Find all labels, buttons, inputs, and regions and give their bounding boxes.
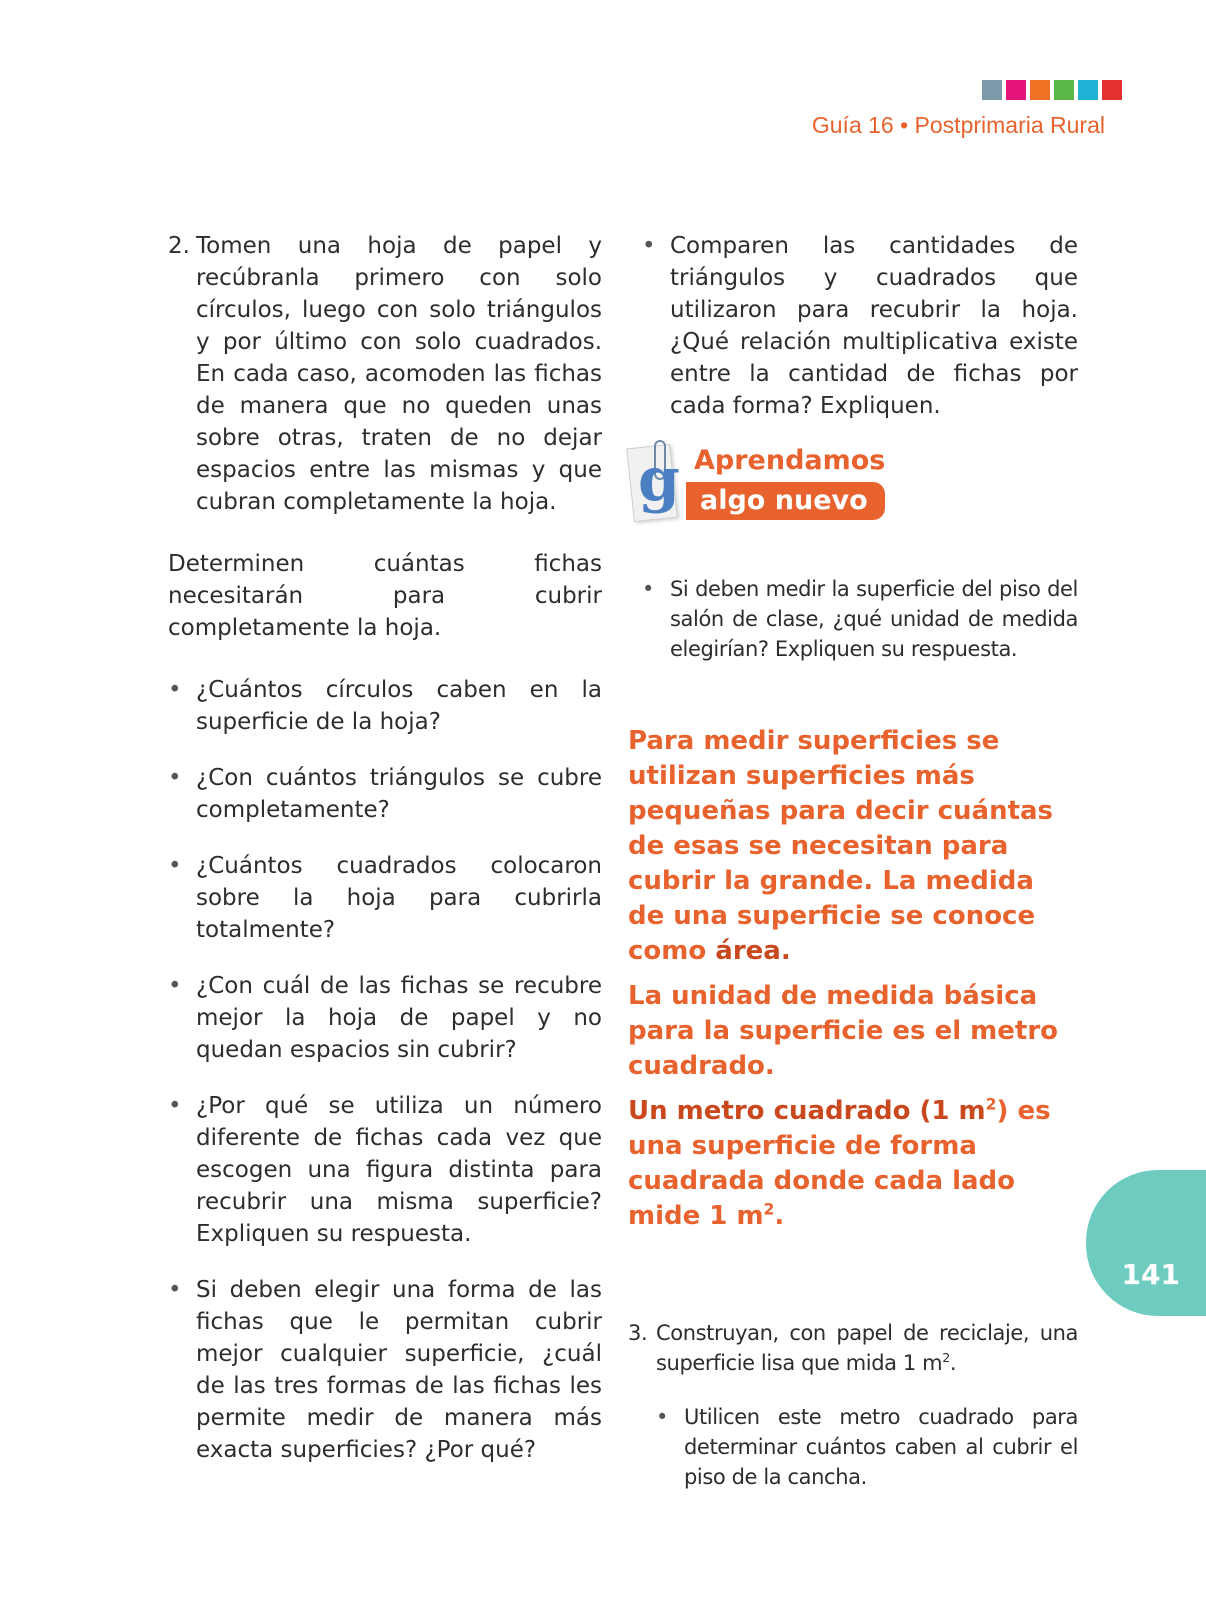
- bullet: •: [168, 1093, 182, 1119]
- list-item: [168, 1090, 602, 1250]
- floor-question: Si deben medir la superficie del piso del salón de clase, ¿qué unidad de medida elegirían? Expliquen su respuesta.: [670, 577, 1078, 661]
- color-square-2: [1006, 80, 1026, 100]
- bullet: •: [642, 577, 654, 601]
- bullet: •: [656, 1405, 668, 1429]
- list-item: [168, 762, 602, 826]
- item-2-number: 2.: [168, 233, 190, 259]
- page-badge: [1086, 1170, 1206, 1316]
- determine-text: Determinen cuántas fichas necesitarán para cubrir completamente la hoja.: [168, 551, 602, 641]
- item-2-text: Tomen una hoja de papel y recúbranla primero con solo círculos, luego con solo triángulos y por último con solo cuadrados. En cada caso, acomoden las fichas de manera que no queden unas sobre otras, traten de no dejar espacios entre las mismas y que cubran completamente la hoja.: [196, 233, 602, 515]
- use-square-text: Utilicen este metro cuadrado para determinar cuántos caben al cubrir el piso de la cancha.: [684, 1405, 1078, 1489]
- header-guide: Guía 16 • Postprimaria Rural: [811, 112, 1105, 138]
- list-item: [642, 574, 1078, 664]
- item-3: [628, 1318, 1078, 1378]
- list-item: [168, 1274, 602, 1466]
- color-bar: [982, 80, 1122, 100]
- question-5: ¿Por qué se utiliza un número diferente de fichas cada vez que escogen una figura distinta para recubrir una misma superficie? Expliquen su respuesta.: [196, 1093, 602, 1247]
- bullet: •: [168, 1277, 182, 1303]
- section-title: [626, 440, 1078, 524]
- compare-text: Comparen las cantidades de triángulos y cuadrados que utilizaron para recubrir la hoja. ¿Qué relación multiplicativa existe entre la cantidad de fichas por cada forma? Expliquen.: [670, 233, 1078, 419]
- section-title-top: Aprendamos: [694, 445, 886, 476]
- item-3-text: Construyan, con papel de reciclaje, una superficie lisa que mida 1 $m^2$.: [656, 1321, 1078, 1375]
- page-number: 141: [1121, 1258, 1180, 1291]
- bullet: •: [168, 765, 182, 791]
- color-square-3: [1030, 80, 1050, 100]
- question-2: ¿Con cuántos triángulos se cubre completamente?: [196, 765, 602, 823]
- color-square-4: [1054, 80, 1074, 100]
- bullet: •: [642, 233, 656, 259]
- list-item: [656, 1402, 1078, 1492]
- color-square-1: [982, 80, 1002, 100]
- color-square-6: [1102, 80, 1122, 100]
- item-2: [168, 230, 602, 518]
- highlight-unit: La unidad de medida básica para la superficie es el metro cuadrado.: [628, 981, 1059, 1081]
- section-title-bottom: algo nuevo: [686, 482, 885, 520]
- item-3-number: 3.: [628, 1321, 648, 1345]
- color-square-5: [1078, 80, 1098, 100]
- bullet: •: [168, 973, 182, 999]
- question-4: ¿Con cuál de las fichas se recubre mejor la hoja de papel y no quedan espacios sin cubrir?: [196, 973, 602, 1063]
- highlight-area: Para medir superficies se utilizan superficies más pequeñas para decir cuántas de esas se necesitan para cubrir la grande. La medida de una superficie se conoce como área.: [628, 726, 1054, 966]
- notebook-g-icon: g: [626, 440, 680, 524]
- right-column: [628, 230, 1078, 1492]
- left-column: [168, 230, 602, 1466]
- list-item: [168, 674, 602, 738]
- list-item: [168, 970, 602, 1066]
- list-item: [642, 230, 1078, 422]
- bullet: •: [168, 677, 182, 703]
- question-3: ¿Cuántos cuadrados colocaron sobre la hoja para cubrirla totalmente?: [196, 853, 602, 943]
- list-item: [168, 850, 602, 946]
- question-6: Si deben elegir una forma de las fichas que le permitan cubrir mejor cualquier superficie, ¿cuál de las tres formas de las fichas les permite medir de manera más exacta superficies? ¿Por qué?: [196, 1277, 602, 1463]
- bullet: •: [168, 853, 182, 879]
- highlight-square-metre: Un metro cuadrado (1 $m^2$) es una superficie de forma cuadrada donde cada lado mide 1 $m^2$.: [628, 1095, 1051, 1231]
- question-1: ¿Cuántos círculos caben en la superficie de la hoja?: [196, 677, 602, 735]
